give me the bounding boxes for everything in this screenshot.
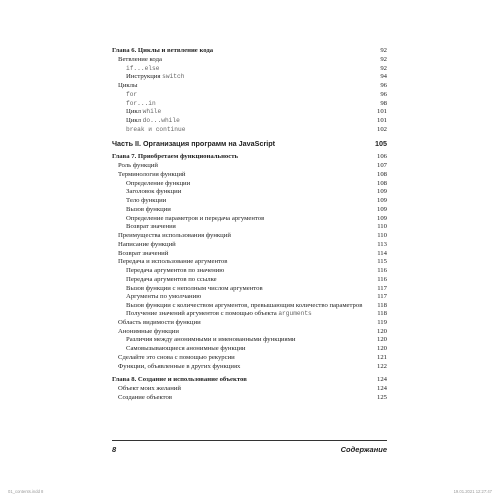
toc-entry (112, 285, 387, 294)
toc-entry-text: Цикл (126, 117, 143, 124)
toc-entry (112, 258, 387, 267)
toc-entry-text: Часть II. Организация программ на JavaScript (112, 139, 276, 148)
toc-entry-title (112, 310, 369, 319)
toc-page-number: 110 (377, 232, 387, 239)
toc-entry-title (112, 65, 369, 74)
toc-page-number: 109 (376, 205, 387, 213)
toc-entry-title (112, 206, 369, 215)
toc-entry-title (112, 223, 369, 232)
toc-page-number: 120 (376, 327, 387, 335)
toc-entry-title (112, 188, 369, 197)
toc-entry-title (112, 47, 369, 56)
toc-entry-title (112, 100, 369, 109)
toc-page-number: 94 (380, 73, 387, 81)
toc-entry-title (112, 140, 369, 149)
toc-entry-text: Вызов функции с неполным числом аргументов (126, 284, 263, 292)
toc-page-number: 108 (376, 179, 387, 187)
toc-page-number: 118 (377, 302, 387, 309)
table-of-contents (112, 47, 387, 403)
toc-entry (112, 126, 387, 135)
toc-page-number: 92 (380, 64, 387, 72)
toc-page-number: 120 (376, 345, 387, 352)
toc-page-number: 92 (380, 47, 387, 54)
toc-entry-title (112, 117, 369, 126)
toc-page-number: 115 (377, 258, 387, 266)
toc-entry-text: Различия между анонимными и именованными функциями (126, 336, 296, 344)
toc-chapter-heading (112, 47, 387, 56)
toc-page-number: 125 (376, 393, 387, 401)
toc-page-number: 119 (377, 318, 387, 326)
toc-entry-code: for...in (126, 99, 156, 107)
toc-entry-code: arguments (278, 310, 312, 317)
toc-entry-text: Создание объектов (118, 393, 172, 401)
toc-entry-text: Самовызывающиеся анонимные функции (126, 345, 246, 352)
toc-entry-text: Область видимости функции (118, 318, 201, 326)
toc-entry-title (112, 319, 369, 328)
toc-entry-text: Сделайте это снова с помощью рекурсии (118, 353, 235, 361)
toc-entry-text: Цикл (126, 108, 143, 116)
toc-page-number: 92 (380, 55, 387, 63)
toc-entry (112, 336, 387, 345)
toc-page-number: 107 (376, 162, 387, 169)
toc-entry (112, 56, 387, 65)
toc-entry-text: Написание функций (118, 240, 176, 248)
toc-entry-title (112, 232, 369, 241)
toc-entry-text: Передача аргументов по значению (126, 267, 225, 274)
toc-entry-text: Определение функции (126, 179, 191, 187)
toc-page-number: 109 (376, 214, 387, 222)
toc-entry (112, 117, 387, 126)
toc-entry (112, 345, 387, 354)
toc-entry-code: switch (162, 73, 185, 81)
toc-entry-text: Аргументы по умолчанию (126, 293, 202, 301)
toc-entry-code: if...else (126, 64, 160, 72)
toc-entry (112, 394, 387, 403)
toc-entry (112, 73, 387, 82)
toc-entry-text: Глава 7. Приобретаем функциональность (112, 153, 239, 161)
toc-entry (112, 302, 387, 310)
toc-entry (112, 276, 387, 285)
toc-entry (112, 215, 387, 224)
toc-entry (112, 188, 387, 197)
toc-entry-title (112, 285, 369, 294)
toc-page-number: 109 (376, 188, 387, 196)
toc-entry-title (112, 215, 369, 224)
toc-entry-text: Вызов функции с количеством аргументов, превышающим количество параметров (126, 302, 363, 309)
toc-entry-text: Тело функции (126, 197, 167, 204)
toc-page-number: 101 (376, 117, 387, 124)
toc-entry-text: Функции, объявленные в других функциях (118, 362, 241, 370)
toc-chapter-heading (112, 376, 387, 385)
footer-divider (112, 440, 387, 441)
toc-page-number: 124 (376, 385, 387, 392)
print-slug-date: 19.01.2021 12:27:47 (453, 489, 492, 494)
running-section-title: Содержание (340, 445, 387, 454)
toc-entry-title (112, 354, 369, 363)
toc-page-number: 110 (377, 223, 387, 231)
toc-page-number: 118 (377, 310, 387, 317)
toc-entry (112, 100, 387, 109)
toc-entry-text: Циклы (118, 82, 138, 89)
toc-entry (112, 354, 387, 363)
toc-entry-title (112, 394, 369, 403)
toc-page-number: 101 (376, 108, 387, 116)
toc-entry-title (112, 302, 369, 310)
toc-entry-text: Вызов функции (126, 205, 171, 213)
toc-entry-code: for (126, 90, 138, 98)
page-number: 8 (112, 445, 117, 454)
toc-entry-text: Объект моих желаний (118, 385, 181, 392)
toc-entry-title (112, 336, 369, 345)
toc-page-number: 121 (376, 353, 387, 361)
toc-entry-title (112, 197, 369, 206)
toc-entry-title (112, 385, 369, 394)
toc-page-number: 109 (376, 197, 387, 204)
toc-entry (112, 82, 387, 91)
toc-page-number: 108 (376, 170, 387, 178)
toc-page-number: 120 (376, 336, 387, 344)
toc-entry-title (112, 267, 369, 276)
toc-entry-text: Терминология функций (118, 170, 186, 178)
toc-entry-title (112, 108, 369, 117)
toc-entry-title (112, 258, 369, 267)
toc-entry-title (112, 153, 369, 162)
toc-entry-title (112, 328, 369, 337)
toc-entry-title (112, 345, 369, 354)
toc-page-number: 113 (377, 240, 387, 248)
toc-entry-title (112, 293, 369, 302)
toc-entry-text: Возврат значений (118, 249, 169, 257)
toc-page-number: 106 (376, 153, 387, 161)
toc-page-number: 117 (377, 293, 387, 301)
toc-entry-text: Заголовок функции (126, 188, 182, 196)
toc-entry-code: break и continue (126, 125, 186, 133)
toc-entry-title (112, 180, 369, 189)
toc-entry (112, 162, 387, 171)
toc-entry-text: Глава 6. Циклы и ветвление кода (112, 47, 214, 54)
toc-page-number: 105 (375, 138, 387, 148)
toc-entry-title (112, 276, 369, 285)
toc-entry (112, 328, 387, 337)
toc-entry-text: Анонимные функции (118, 327, 179, 335)
toc-entry-text: Преимущества использования функций (118, 232, 231, 239)
toc-entry-text: Определение параметров и передача аргументов (126, 214, 265, 222)
toc-entry (112, 363, 387, 372)
toc-entry-title (112, 171, 369, 180)
toc-entry-title (112, 82, 369, 91)
toc-entry (112, 65, 387, 74)
toc-page-number: 116 (377, 275, 387, 283)
toc-entry (112, 267, 387, 276)
toc-entry (112, 206, 387, 215)
toc-entry (112, 171, 387, 180)
toc-entry (112, 319, 387, 328)
toc-entry-text: Передача аргументов по ссылке (126, 275, 217, 283)
toc-entry-title (112, 363, 369, 372)
toc-page-number: 102 (376, 125, 387, 133)
toc-entry-title (112, 91, 369, 100)
toc-chapter-heading (112, 153, 387, 162)
toc-page-number: 117 (377, 284, 387, 292)
print-slug-file: 01_contents.indd 8 (8, 489, 44, 494)
toc-entry (112, 293, 387, 302)
toc-entry (112, 385, 387, 394)
toc-entry (112, 180, 387, 189)
toc-page-number: 98 (380, 99, 387, 107)
toc-entry-title (112, 250, 369, 259)
toc-entry-title (112, 162, 369, 171)
toc-entry (112, 223, 387, 232)
toc-entry-text: Роль функций (118, 162, 158, 169)
toc-entry-text: Глава 8. Создание и использование объектов (112, 376, 247, 384)
toc-entry-code: do...while (142, 117, 180, 124)
toc-entry-text: Передача и использование аргументов (118, 258, 228, 266)
toc-entry (112, 232, 387, 241)
toc-page-number: 114 (377, 249, 387, 257)
toc-page-number: 96 (380, 82, 387, 89)
toc-entry (112, 108, 387, 117)
toc-entry-text: Возврат значения (126, 223, 176, 231)
toc-entry-title (112, 126, 369, 135)
page-footer (112, 445, 387, 454)
toc-entry-title (112, 56, 369, 65)
toc-entry-title (112, 241, 369, 250)
toc-part-heading (112, 140, 387, 149)
toc-entry (112, 197, 387, 206)
toc-entry-text: Ветвление кода (118, 55, 162, 63)
toc-page-number: 124 (376, 376, 387, 384)
toc-entry-title (112, 73, 369, 82)
toc-entry (112, 310, 387, 319)
toc-entry-code: while (142, 108, 162, 116)
toc-entry-title (112, 376, 369, 385)
toc-entry-text: Инструкция (126, 73, 163, 81)
toc-entry (112, 91, 387, 100)
toc-entry (112, 250, 387, 259)
toc-entry (112, 241, 387, 250)
toc-page-number: 96 (380, 90, 387, 98)
toc-page-number: 122 (376, 362, 387, 370)
toc-entry-text: Получение значений аргументов с помощью объекта (126, 310, 279, 317)
toc-page-number: 116 (377, 267, 387, 274)
